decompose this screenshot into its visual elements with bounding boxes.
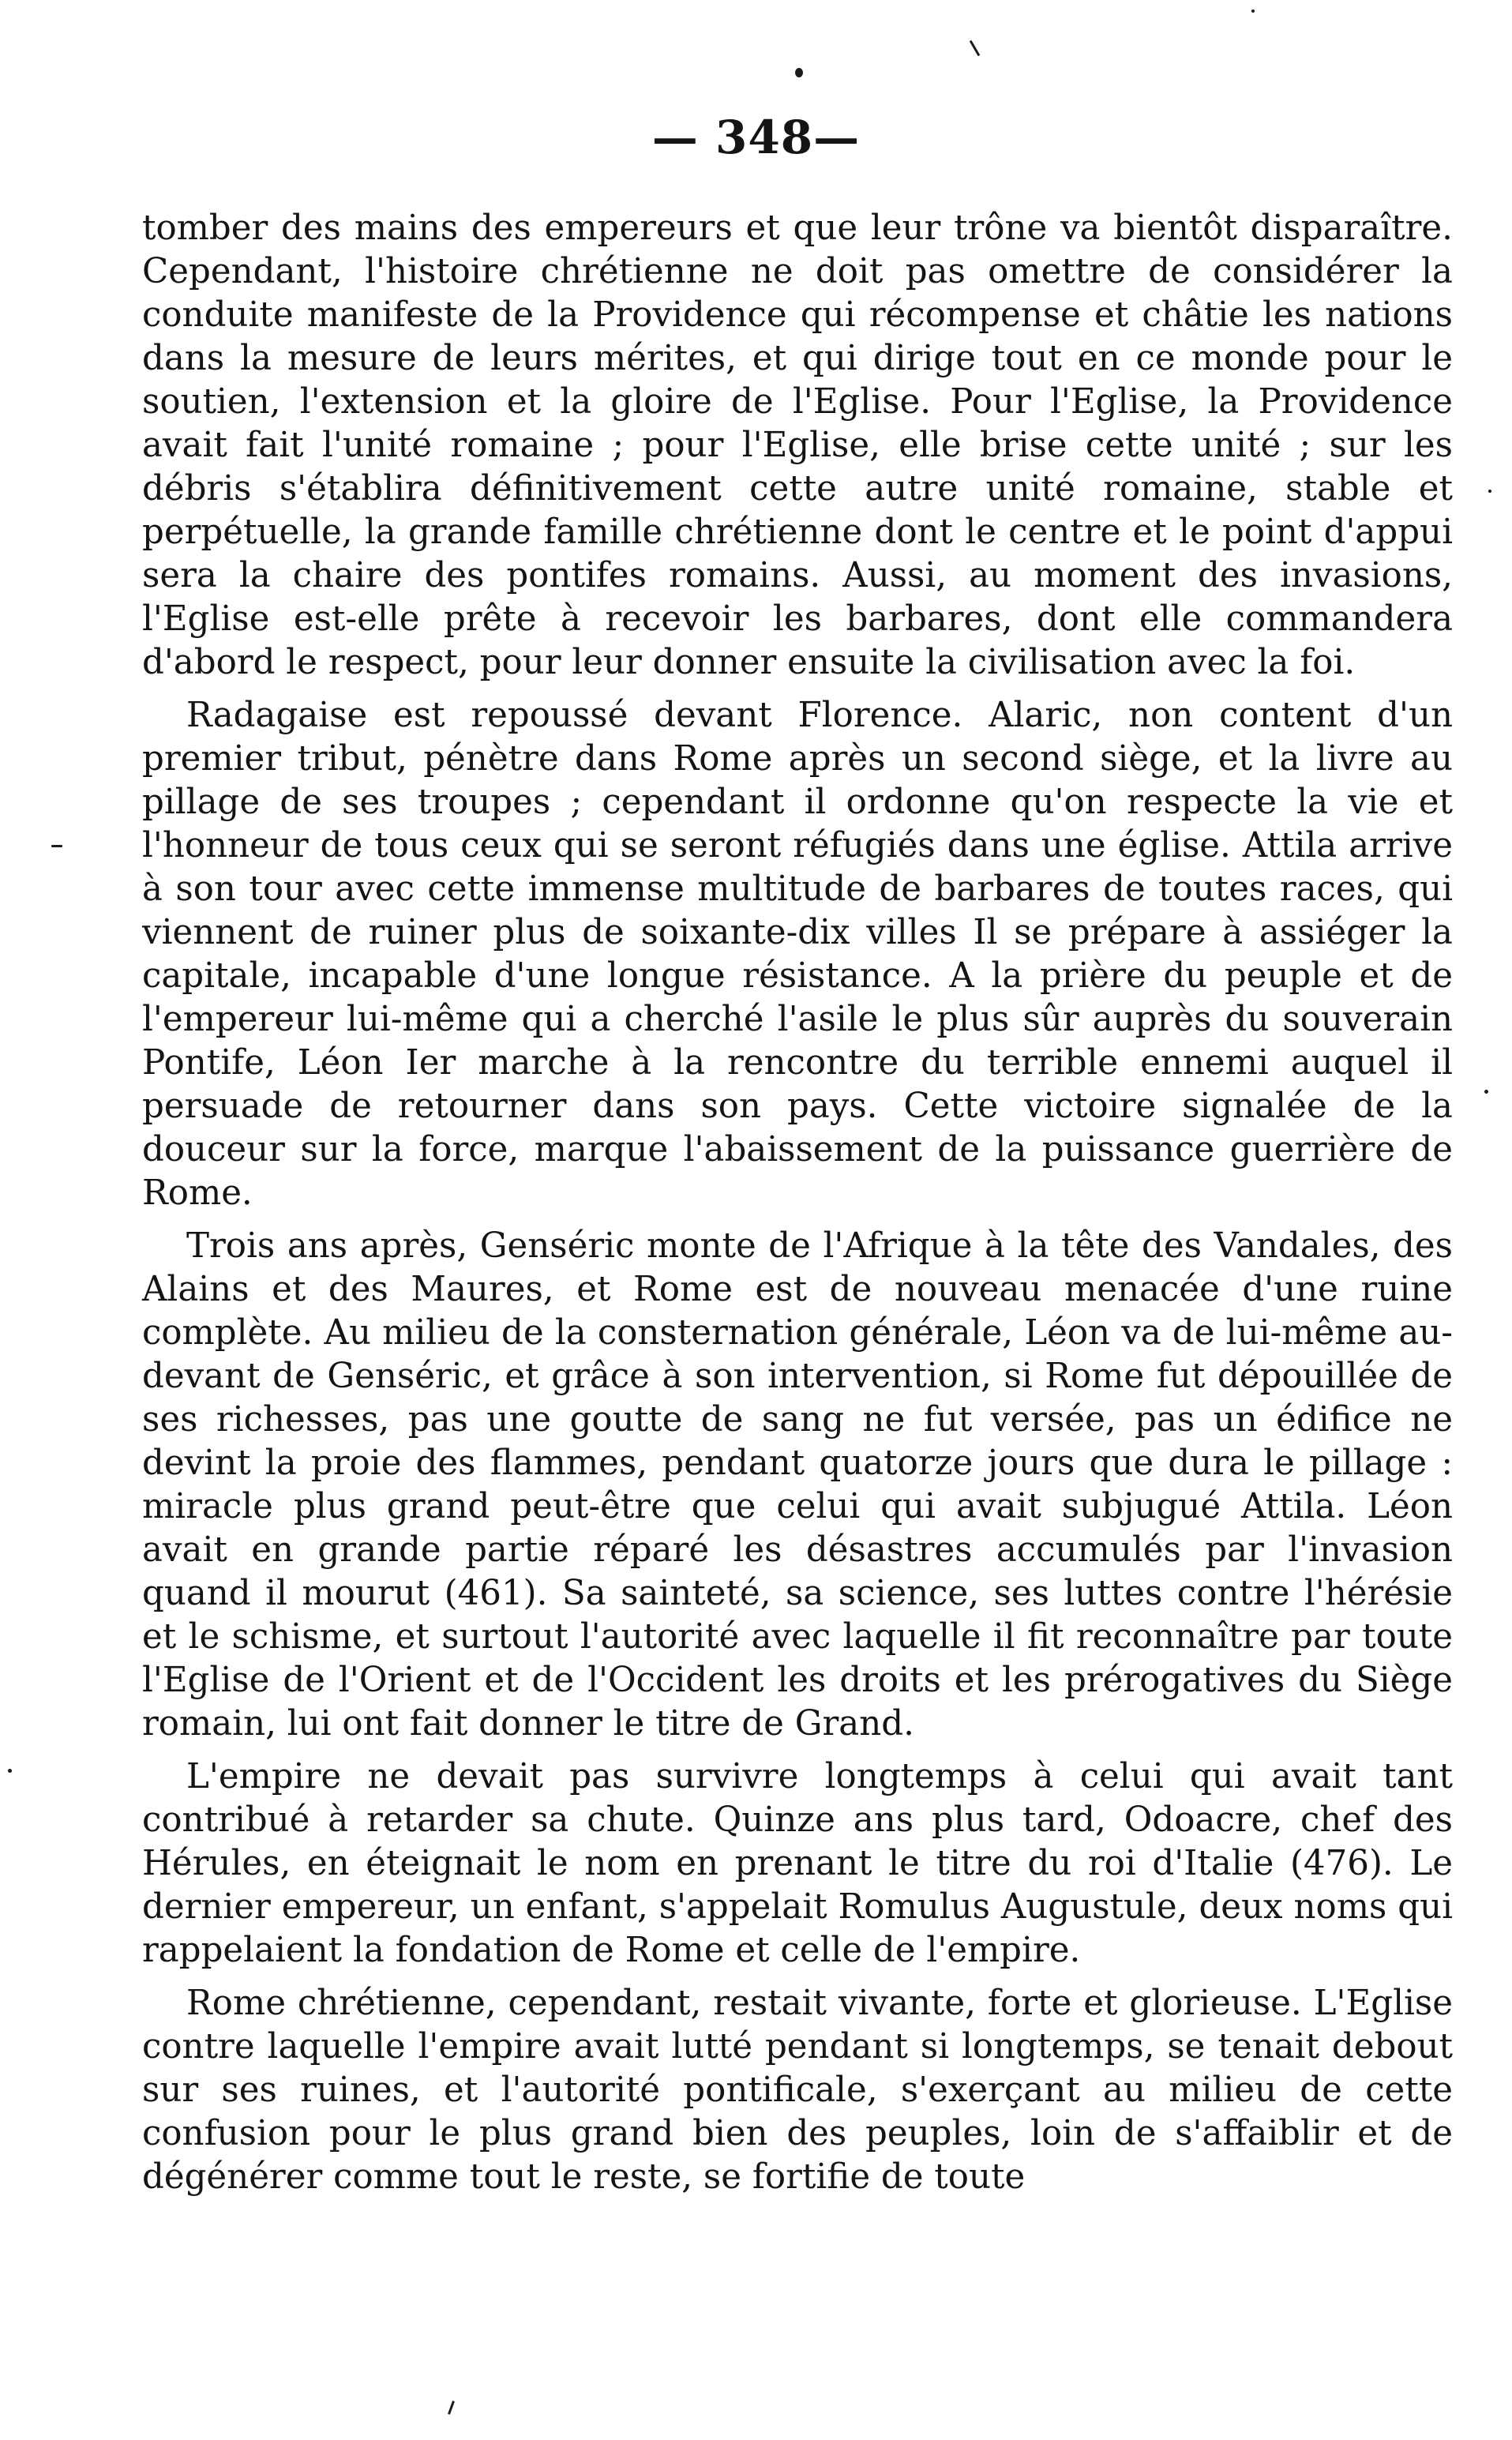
ink-speck xyxy=(1251,9,1255,13)
ink-speck xyxy=(8,1769,12,1773)
ink-speck xyxy=(795,68,803,77)
paragraph-end-of-empire: L'empire ne devait pas survivre longtemps à celui qui avait tant contribué à retarder sa chute. Quinze ans plus tard, Odoacre, chef des Hérules, en éteignait le nom en prenant le titre du roi d'Italie (476). Le dernier empereur, un enfant, s'appelait Romulus Augustule, deux noms qui rappelaient la fondation de Rome et celle de l'empire. xyxy=(142,1757,1453,1970)
body-text xyxy=(142,207,1453,2209)
paragraph-radagaise: Radagaise est repoussé devant Florence. Alaric, non content d'un premier tribut, pénètre dans Rome après un second siège, et la livre au pillage de ses troupes ; cependant il ordonne qu'on respecte la vie et l'honneur de tous ceux qui se seront réfugiés dans une église. Attila arrive à son tour avec cette immense multitude de barbares de toutes races, qui viennent de ruiner plus de soixante-dix villes Il se prépare à assiéger la capitale, incapable d'une longue résistance. A la prière du peuple et de l'empereur lui-même qui a cherché l'asile le plus sûr auprès du souverain Pontife, Léon Ier marche à la rencontre du terrible ennemi auquel il persuade de retourner dans son pays. Cette victoire signalée de la douceur sur la force, marque l'abaissement de la puissance guerrière de Rome. xyxy=(142,696,1453,1213)
page-number: — 348— xyxy=(651,111,861,164)
ink-speck xyxy=(51,845,62,847)
ink-speck xyxy=(1484,1090,1488,1094)
paragraph-christian-rome: Rome chrétienne, cependant, restait vivante, forte et glorieuse. L'Eglise contre laquelle l'empire avait lutté pendant si longtemps, se tenait debout sur ses ruines, et l'autorité pontificale, s'exerçant au milieu de cette confusion pour le plus grand bien des peuples, loin de s'affaiblir et de dégénérer comme tout le reste, se fortifie de toute xyxy=(142,1984,1453,2197)
ink-speck xyxy=(448,2401,455,2415)
paragraph-genseric: Trois ans après, Genséric monte de l'Afrique à la tête des Vandales, des Alains et des Maures, et Rome est de nouveau menacée d'une ruine complète. Au milieu de la consternation générale, Léon va de lui-même au-devant de Genséric, et grâce à son intervention, si Rome fut dépouillée de ses richesses, pas une goutte de sang ne fut versée, pas un édifice ne devint la proie des flammes, pendant quatorze jours que dura le pillage : miracle plus grand peut-être que celui qui avait subjugué Attila. Léon avait en grande partie réparé les désastres accumulés par l'invasion quand il mourut (461). Sa sainteté, sa science, ses luttes contre l'hérésie et le schisme, et surtout l'autorité avec laquelle il fit reconnaître par toute l'Eglise de l'Orient et de l'Occident les droits et les prérogatives du Siège romain, lui ont fait donner le titre de Grand. xyxy=(142,1226,1453,1744)
ink-speck xyxy=(970,40,981,57)
ink-speck xyxy=(1488,490,1491,493)
paragraph-continuation: tomber des mains des empereurs et que leur trône va bientôt disparaître. Cependant, l'histoire chrétienne ne doit pas omettre de considérer la conduite manifeste de la Providence qui récompense et châtie les nations dans la mesure de leurs mérites, et qui dirige tout en ce monde pour le soutien, l'extension et la gloire de l'Eglise. Pour l'Eglise, la Providence avait fait l'unité romaine ; pour l'Eglise, elle brise cette unité ; sur les débris s'établira définitivement cette autre unité romaine, stable et perpétuelle, la grande famille chrétienne dont le centre et le point d'appui sera la chaire des pontifes romains. Aussi, au moment des invasions, l'Eglise est-elle prête à recevoir les barbares, dont elle commandera d'abord le respect, pour leur donner ensuite la civilisation avec la foi. xyxy=(142,208,1453,682)
